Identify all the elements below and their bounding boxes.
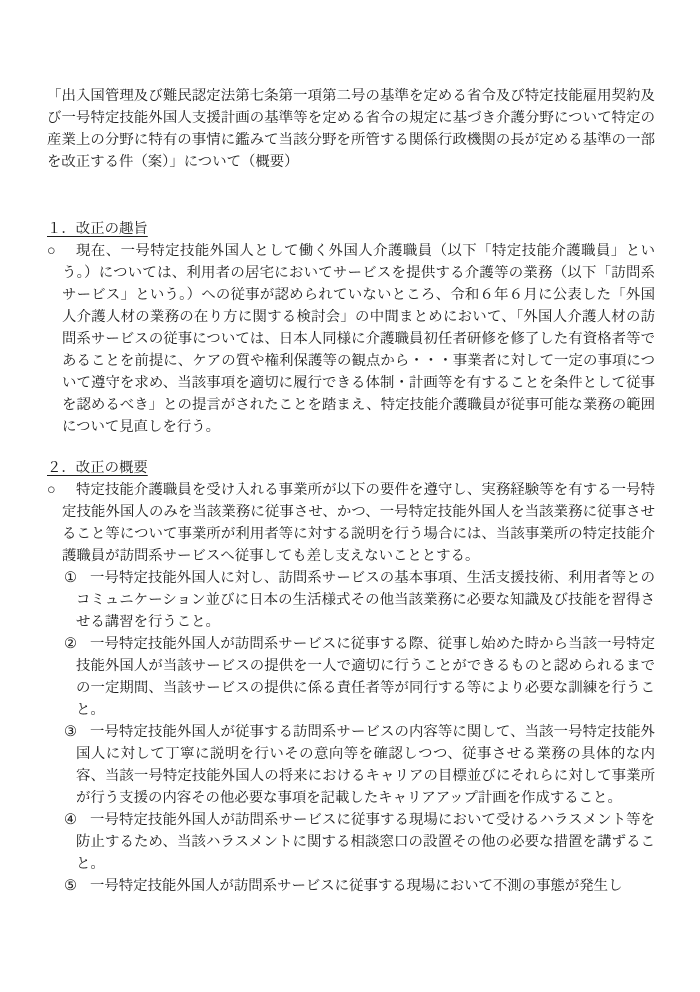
list-item <box>47 875 655 897</box>
item-number-marker: ② <box>64 636 77 652</box>
list-item <box>47 633 655 721</box>
section-revision-purpose <box>47 218 655 438</box>
paragraph-text: 現在、一号特定技能外国人として働く外国人介護職員（以下「特定技能介護職員」という。）については、利用者の居宅においてサービスを提供する介護等の業務（以下「訪問系サービス」という。）への従事が認められていないところ、令和６年６月に公表した「外国人介護人材の業務の在り方に関する検討会」の中間まとめにおいて、「外国人介護人材の訪問系サービスの従事については、日本人同様に介護職員初任者研修を修了した有資格者等であることを前提に、ケアの質や権利保護等の観点から・・・事業者に対して一定の事項について遵守を求め、当該事項を適切に履行できる体制・計画等を有することを条件として従事を認めるべき」との提言がされたことを踏まえ、特定技能介護職員が従事可能な業務の範囲について見直しを行う。 <box>62 243 655 435</box>
section-heading-row <box>47 218 655 240</box>
document-title: 「出入国管理及び難民認定法第七条第一項第二号の基準を定める省令及び特定技能雇用契約及び一号特定技能外国人支援計画の基準等を定める省令の規定に基づき介護分野について特定の産業上の分野に特有の事情に鑑みて当該分野を所管する関係行政機関の長が定める基準の一部を改正する件（案）」について（概要） <box>47 88 655 170</box>
section-revision-summary <box>47 457 655 897</box>
item-number-marker: ④ <box>64 812 77 828</box>
section-heading-row <box>47 457 655 479</box>
list-item <box>47 809 655 875</box>
paragraph-text: 特定技能介護職員を受け入れる事業所が以下の要件を遵守し、実務経験等を有する一号特定技能外国人のみを当該業務に従事させ、かつ、一号特定技能外国人を当該業務に従事させること等について事業所が利用者等に対する説明を行う場合には、当該事業所の特定技能介護職員が訪問系サービスへ従事しても差し支えないこととする。 <box>62 482 655 564</box>
list-item-text: 一号特定技能外国人が従事する訪問系サービスの内容等に関して、当該一号特定技能外国人に対して丁寧に説明を行いその意向等を確認しつつ、従事させる業務の具体的な内容、当該一号特定技能外国人の将来におけるキャリアの目標並びにそれらに対して事業所が行う支援の内容その他必要な事項を記載したキャリアアップ計画を作成すること。 <box>76 724 655 806</box>
list-item-text: 一号特定技能外国人が訪問系サービスに従事する現場において受けるハラスメント等を防止するため、当該ハラスメントに関する相談窓口の設置その他の必要な措置を講ずること。 <box>76 812 655 872</box>
circle-bullet-marker: ○ <box>47 243 56 259</box>
item-number-marker: ⑤ <box>64 878 77 894</box>
item-number-marker: ③ <box>64 724 77 740</box>
circle-bullet-marker: ○ <box>47 482 56 498</box>
list-item <box>47 721 655 809</box>
paragraph <box>47 240 655 438</box>
paragraph <box>47 479 655 567</box>
item-number-marker: ① <box>64 570 77 586</box>
list-item-text: 一号特定技能外国人が訪問系サービスに従事する際、従事し始めた時から当該一号特定技能外国人が当該サービスの提供を一人で適切に行うことができるものと認められるまでの一定期間、当該サービスの提供に係る責任者等が同行する等により必要な訓練を行うこと。 <box>76 636 655 718</box>
list-item-text: 一号特定技能外国人に対し、訪問系サービスの基本事項、生活支援技術、利用者等とのコミュニケーション並びに日本の生活様式その他当該業務に必要な知識及び技能を習得させる講習を行うこと。 <box>76 570 655 630</box>
section-2-heading: ２．改正の概要 <box>47 460 148 476</box>
section-1-heading: １．改正の趣旨 <box>47 221 148 237</box>
list-item <box>47 567 655 633</box>
list-item-text: 一号特定技能外国人が訪問系サービスに従事する現場において不測の事態が発生し <box>90 878 623 894</box>
